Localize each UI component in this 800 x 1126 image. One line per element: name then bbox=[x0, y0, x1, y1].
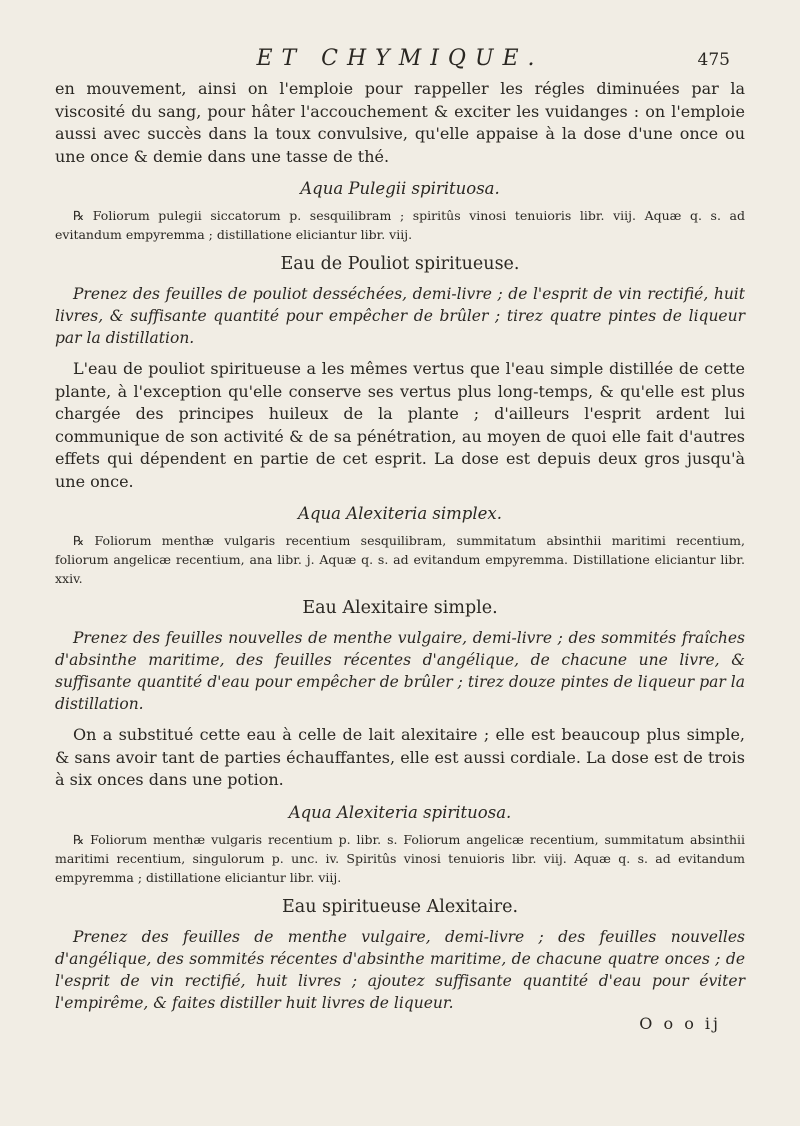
latin-heading-alexiteria-spirituosa: Aqua Alexiteria spirituosa. bbox=[288, 802, 512, 822]
latin-recipe-alexiteria-spirituosa: ℞ Foliorum menthæ vulgaris recentium p. libr. s. Foliorum angelicæ recentium, summitatum absinthii maritimi recentium, singulorum p. unc. iv. Spiritûs vinosi tenuioris libr. viij. Aquæ q. s. ad evitandum empyremma ; distillatione eliciantur libr. viij. bbox=[55, 831, 745, 885]
french-heading-alexitaire-simple: Eau Alexitaire simple. bbox=[302, 598, 498, 618]
french-heading-alexitaire-spiritueuse: Eau spiritueuse Alexitaire. bbox=[281, 896, 519, 917]
paragraph-pennyroyal-uses: en mouvement, ainsi on l'emploie pour rappeller les régles diminuées par la viscosité du sang, pour hâter l'accouchement & exciter les vuidanges : on l'emploie aussi avec succès dans la toux convulsive, qu'elle appaise à la dose d'une once ou une once & demie dans une tasse de thé. bbox=[55, 79, 745, 166]
french-heading-pouliot: Eau de Pouliot spiritueuse. bbox=[280, 254, 520, 274]
french-recipe-alexitaire-spiritueuse: Prenez des feuilles de menthe vulgaire, demi-livre ; des feuilles nouvelles d'angélique, des sommités récentes d'absinthe maritime, de chacune quatre onces ; de l'esprit de vin rectifié, huit livres ; ajoutez suffisante quantité d'eau pour éviter l'empirême, & faites distiller huit livres de liqueur. bbox=[55, 927, 745, 1012]
text-body bbox=[55, 78, 745, 1033]
running-title: ET CHYMIQUE. bbox=[256, 46, 544, 71]
french-recipe-alexitaire-simple: Prenez des feuilles nouvelles de menthe vulgaire, demi-livre ; des sommités fraîches d'absinthe maritime, des feuilles récentes d'angélique, de chacune une livre, & suffisante quantité d'eau pour empêcher de brûler ; tirez douze pintes de liqueur par la distillation. bbox=[55, 629, 745, 713]
latin-recipe-alexiteria-simplex: ℞ Foliorum menthæ vulgaris recentium sesquilibram, summitatum absinthii maritimi recentium, foliorum angelicæ recentium, ana libr. j. Aquæ q. s. ad evitandum empyremma. Distillatione eliciantur libr. xxiv. bbox=[55, 533, 745, 586]
french-recipe-pouliot: Prenez des feuilles de pouliot desséchées, demi-livre ; de l'esprit de vin rectifié, huit livres, & suffisante quantité pour empêcher de brûler ; tirez quatre pintes de liqueur par la distillation. bbox=[55, 285, 745, 347]
paragraph-pouliot-virtues: L'eau de pouliot spiritueuse a les mêmes vertus que l'eau simple distillée de cette plante, à l'exception qu'elle conserve ses vertus plus long-temps, & qu'elle est plus chargée des principes huileux de la plante ; d'ailleurs l'esprit ardent lui communique de son activité & de sa pénétration, au moyen de quoi elle fait d'autres effets qui dépendent en partie de cet esprit. La dose est depuis deux gros jusqu'à une once. bbox=[55, 359, 745, 491]
latin-heading-pulegii: Aqua Pulegii spirituosa. bbox=[300, 179, 500, 198]
signature-mark: O o o ij bbox=[639, 1013, 721, 1033]
latin-heading-alexiteria-simplex: Aqua Alexiteria simplex. bbox=[298, 504, 502, 523]
page-number: 475 bbox=[697, 50, 730, 70]
paragraph-alexitaire-dose: On a substitué cette eau à celle de lait alexitaire ; elle est beaucoup plus simple, & sans avoir tant de parties échauffantes, elle est aussi cordiale. La dose est de trois à six onces dans une potion. bbox=[55, 725, 745, 789]
running-header bbox=[0, 46, 800, 76]
latin-recipe-pulegii: ℞ Foliorum pulegii siccatorum p. sesquilibram ; spiritûs vinosi tenuioris libr. viij. Aquæ q. s. ad evitandum empyremma ; distillatione eliciantur libr. viij. bbox=[55, 208, 745, 242]
